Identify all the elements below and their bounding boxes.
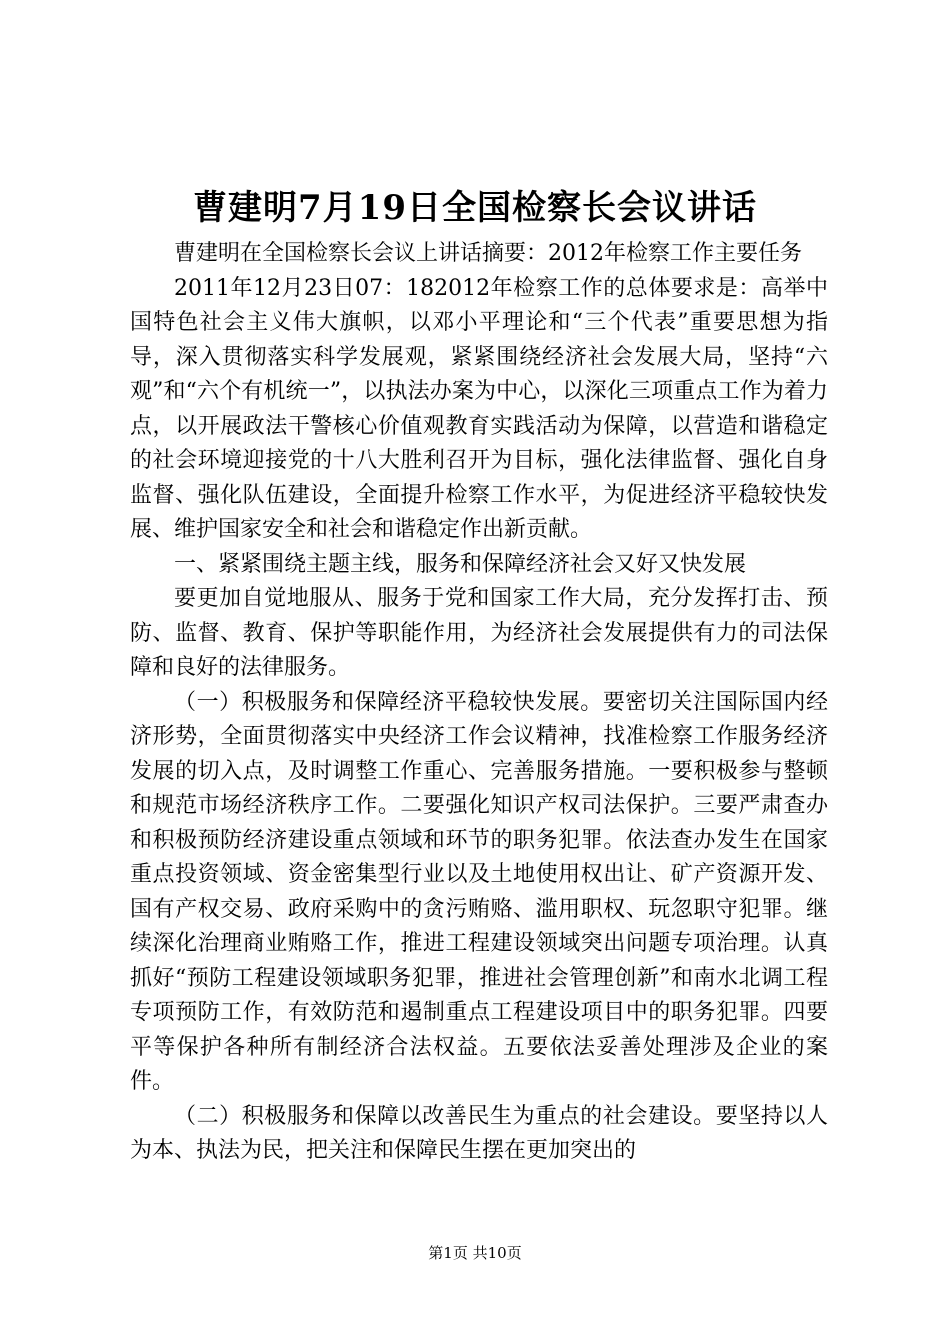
paragraph-item-two: （二）积极服务和保障以改善民生为重点的社会建设。要坚持以人为本、执法为民，把关注和保障民生摆在更加突出的 [130, 1103, 828, 1163]
paragraph-section-one-heading: 一、紧紧围绕主题主线，服务和保障经济社会又好又快发展 [174, 551, 747, 577]
paragraph-section-one-intro: 要更加自觉地服从、服务于党和国家工作大局，充分发挥打击、预防、监督、教育、保护等职能作用，为经济社会发展提供有力的司法保障和良好的法律服务。 [130, 586, 828, 680]
paragraph-general-requirements: 2011年12月23日07：182012年检察工作的总体要求是：高举中国特色社会主义伟大旗帜，以邓小平理论和“三个代表”重要思想为指导，深入贯彻落实科学发展观，紧紧围绕经济社会发展大局，坚持“六观”和“六个有机统一”，以执法办案为中心，以深化三项重点工作为着力点，以开展政法干警核心价值观教育实践活动为保障，以营造和谐稳定的社会环境迎接党的十八大胜利召开为目标，强化法律监督、强化自身监督、强化队伍建设，全面提升检察工作水平，为促进经济平稳较快发展、维护国家安全和社会和谐稳定作出新贡献。 [130, 275, 828, 542]
page-footer: 第1页 共10页 [428, 1244, 522, 1262]
document-title: 曹建明7月19日全国检察长会议讲话 [193, 188, 757, 228]
paragraph-item-one: （一）积极服务和保障经济平稳较快发展。要密切关注国际国内经济形势，全面贯彻落实中央经济工作会议精神，找准检察工作服务经济发展的切入点，及时调整工作重心、完善服务措施。一要积极参与整顿和规范市场经济秩序工作。二要强化知识产权司法保护。三要严肃查办和积极预防经济建设重点领域和环节的职务犯罪。依法查办发生在国家重点投资领域、资金密集型行业以及土地使用权出让、矿产资源开发、国有产权交易、政府采购中的贪污贿赂、滥用职权、玩忽职守犯罪。继续深化治理商业贿赂工作，推进工程建设领域突出问题专项治理。认真抓好“预防工程建设领域职务犯罪，推进社会管理创新”和南水北调工程专项预防工作，有效防范和遏制重点工程建设项目中的职务犯罪。四要平等保护各种所有制经济合法权益。五要依法妥善处理涉及企业的案件。 [130, 689, 828, 1094]
paragraph-summary-heading: 曹建明在全国检察长会议上讲话摘要：2012年检察工作主要任务 [174, 241, 802, 266]
document-body [130, 237, 828, 1169]
